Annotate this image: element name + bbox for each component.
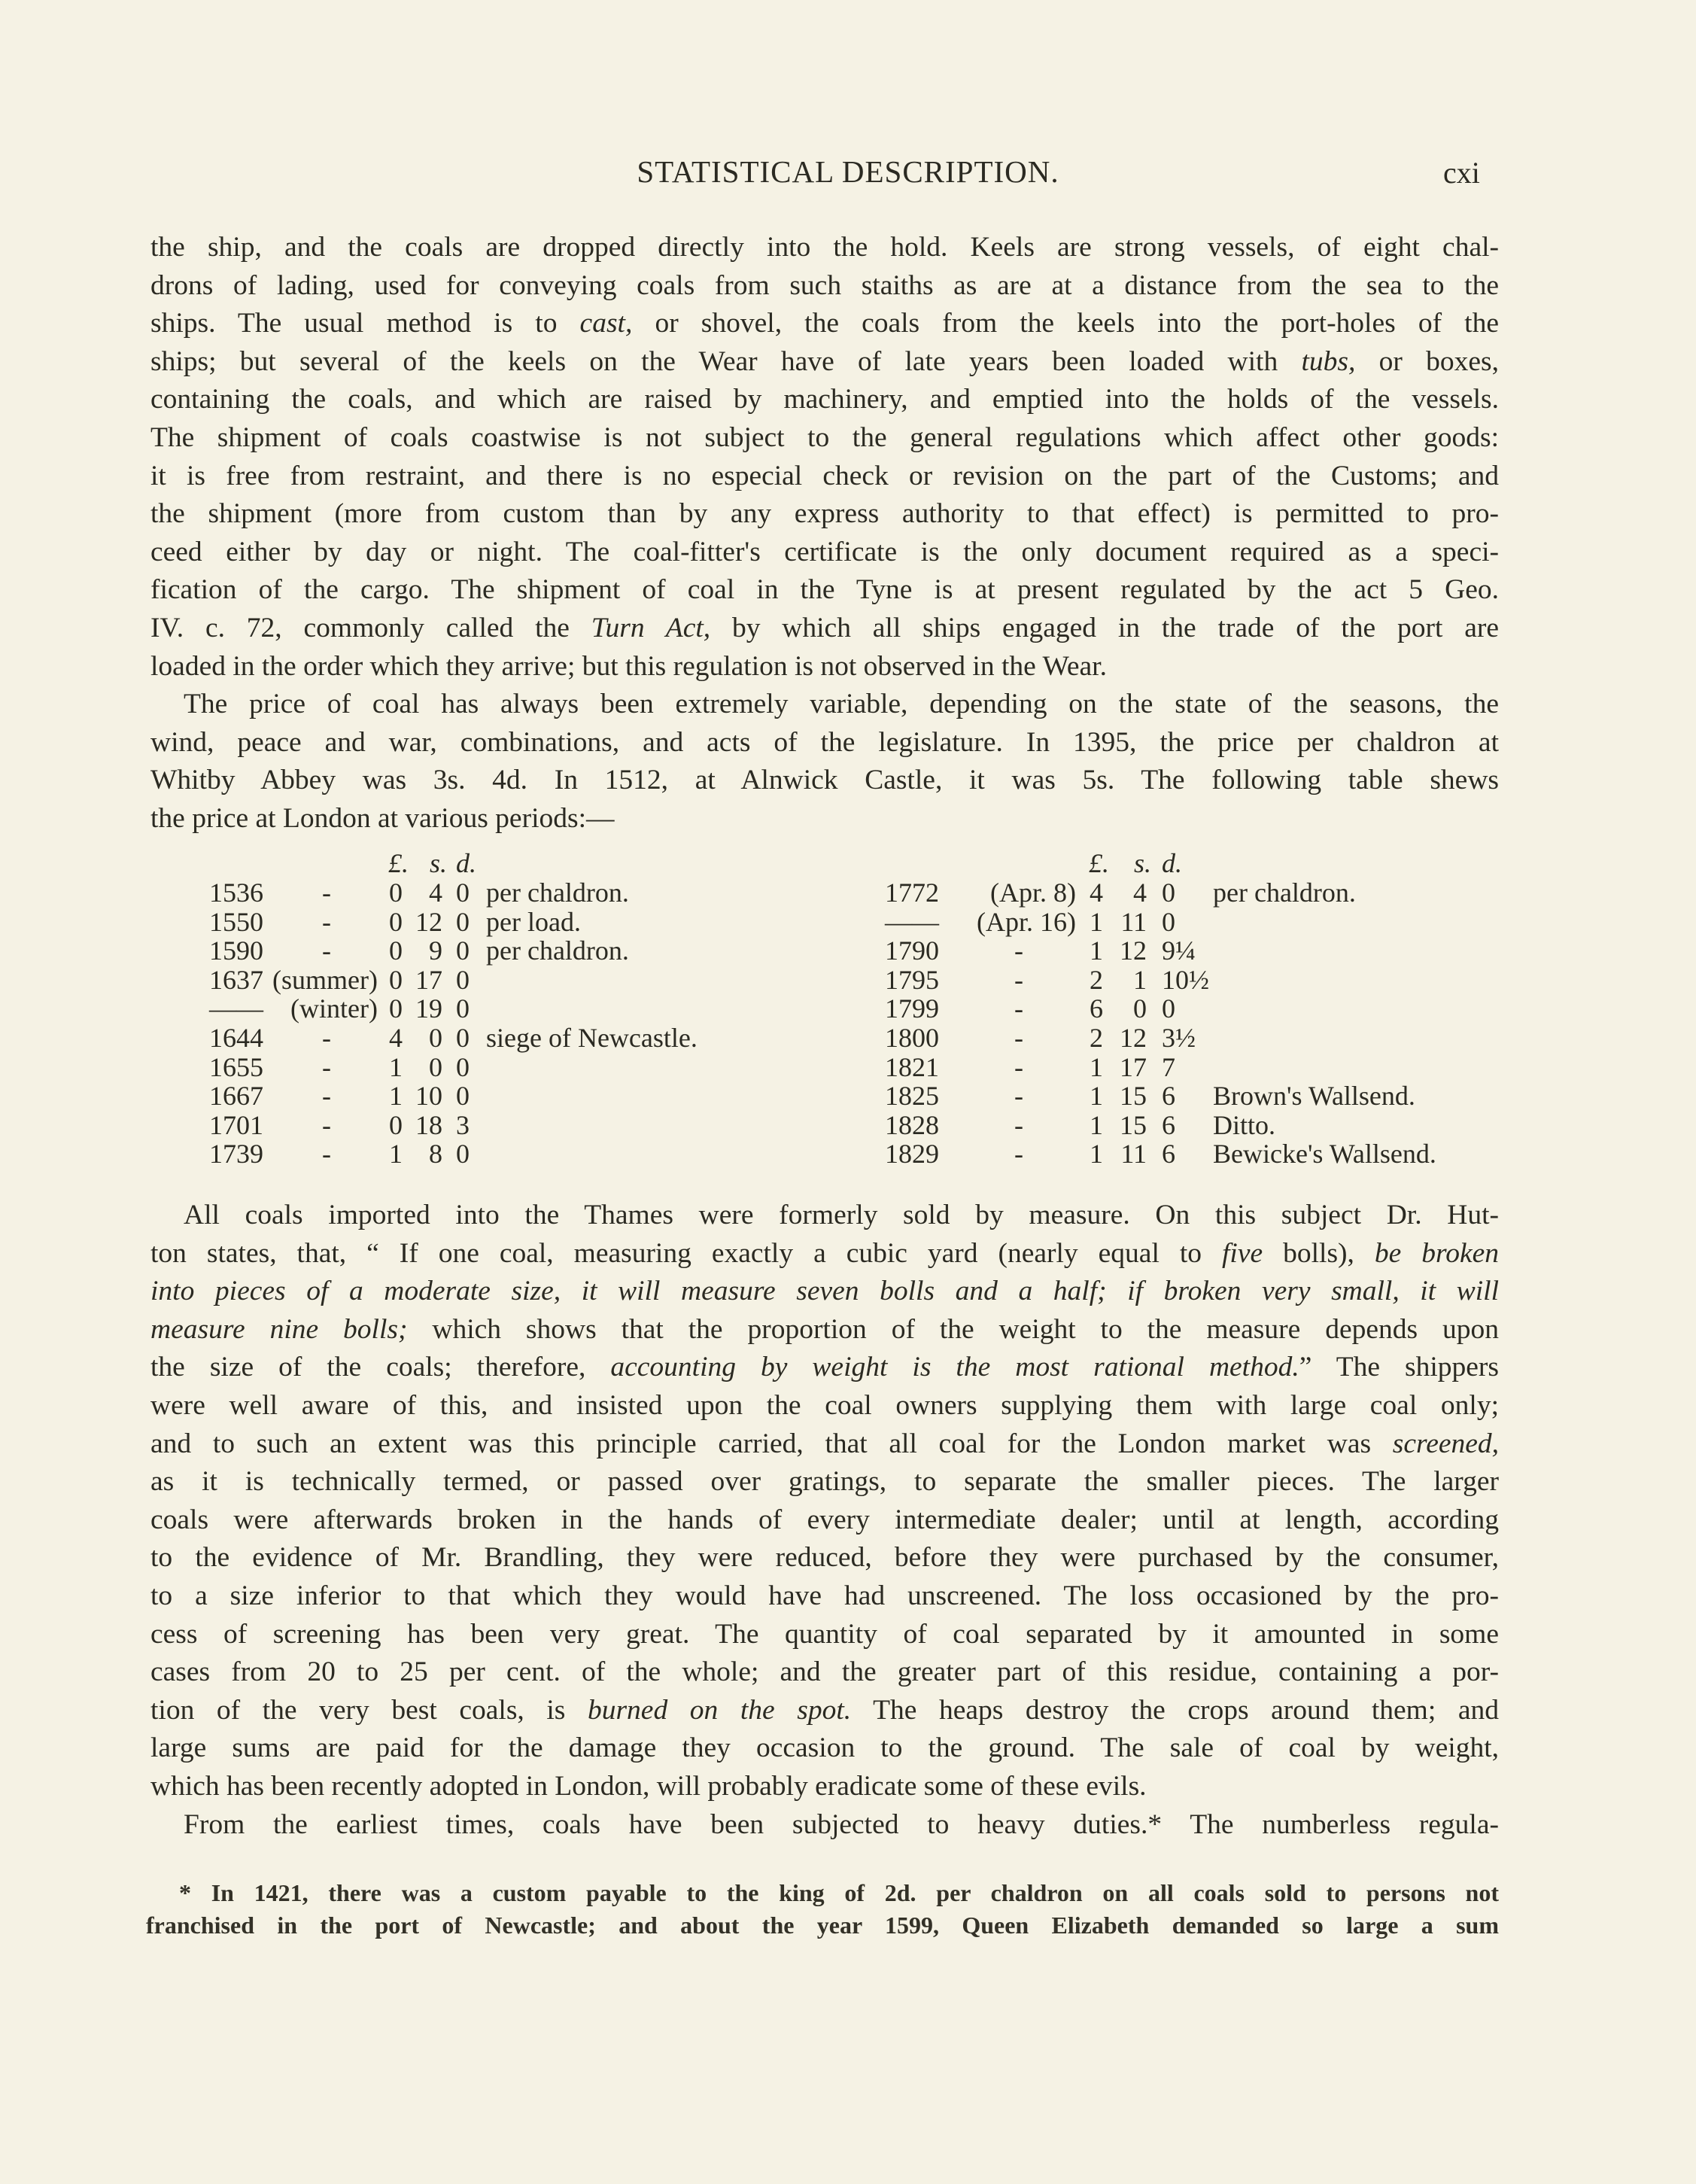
pence-cell: 0 [456,906,470,937]
ditto-dash: - [1014,1051,1023,1082]
italic-text-run: tubs, [1301,345,1356,377]
pounds-column-header: £. [388,848,409,878]
text-line [150,343,1499,382]
pence-column-header: d. [456,848,476,878]
year-cell: 1667 [209,1081,263,1112]
text-run: All coals imported into the Thames were formerly sold by measure. On this subject Dr. Hut- [184,1200,1499,1230]
text-run: * In 1421, there was a custom payable to the king of 2d. per chaldron on all coals sold to persons not [179,1879,1499,1906]
text-run: or boxes, [1355,345,1499,377]
shillings-cell: 9 [429,935,442,966]
note-cell: per load. [486,906,581,937]
text-line [150,534,1499,572]
ditto-dash: - [322,878,331,908]
text-line [150,1653,1499,1692]
italic-text-run: be broken [1374,1237,1499,1269]
paragraph [150,229,1499,686]
text-line [150,1577,1499,1616]
pounds-cell: 0 [389,964,403,995]
ditto-dash: - [322,1023,331,1053]
pounds-cell: 1 [389,1139,403,1170]
text-run: The heaps destroy the crops around them; and [851,1694,1499,1726]
pounds-column-header: £. [1089,848,1109,878]
text-line [146,1877,1499,1909]
shillings-cell: 12 [415,906,442,937]
shillings-cell: 4 [1133,878,1147,908]
shillings-cell: 11 [1120,1139,1147,1170]
pounds-cell: 1 [389,1081,403,1112]
year-cell: 1790 [885,935,939,966]
pounds-cell: 4 [389,1023,403,1053]
year-cell: 1701 [209,1109,263,1140]
year-cell: 1772 [885,878,939,908]
pence-cell: 0 [1162,906,1175,937]
text-run: were well aware of this, and insisted upon the coal owners supplying them with large coal only; [150,1389,1499,1421]
text-run: by which all ships engaged in the trade of the port are [710,612,1499,643]
text-run: Whitby Abbey was 3s. 4d. In 1512, at Alnwick Castle, it was 5s. The following table shews [150,765,1499,796]
year-cell: 1800 [885,1023,939,1053]
text-line [150,1616,1499,1654]
text-line [150,1197,1499,1235]
pounds-cell: 1 [1090,906,1103,937]
text-run: ton states, that, “ If one coal, measuring exactly a cubic yard (nearly equal to [150,1237,1222,1269]
pence-cell: 0 [1162,878,1175,908]
text-line [150,229,1499,267]
paragraph [150,686,1499,838]
text-line [150,267,1499,306]
text-line [150,1539,1499,1577]
text-run: the size of the coals; therefore, [150,1352,611,1383]
note-cell: Bewicke's Wallsend. [1213,1139,1436,1170]
text-line [146,1909,1499,1942]
text-run: franchised in the port of Newcastle; and about the year 1599, Queen Elizabeth demanded so large a sum [146,1912,1499,1939]
body-text-top [150,229,1499,838]
pence-column-header: d. [1162,848,1182,878]
pence-cell: 0 [456,935,470,966]
text-line [150,724,1499,762]
pence-cell: 10½ [1162,964,1209,995]
period-cell: (winter) [290,993,378,1024]
italic-text-run: burned on the spot. [587,1694,852,1726]
ditto-dash: - [322,1109,331,1140]
text-run: wind, peace and war, combinations, and acts of the legislature. In 1395, the price per chaldron at [150,726,1499,758]
text-line [150,1349,1499,1387]
year-cell: 1536 [209,878,263,908]
pounds-cell: 1 [1090,1081,1103,1112]
pence-cell: 0 [1162,993,1175,1024]
text-run: to a size inferior to that which they would have had unscreened. The loss occasioned by the pro- [150,1580,1499,1611]
text-line [150,495,1499,534]
year-cell: —— [885,906,939,937]
text-run: which has been recently adopted in London, will probably eradicate some of these evils. [150,1770,1147,1802]
pence-cell: 0 [456,1023,470,1053]
pence-cell: 9¼ [1162,935,1196,966]
text-run: cess of screening has been very great. The quantity of coal separated by it amounted in some [150,1618,1499,1650]
text-line [150,1501,1499,1540]
shillings-cell: 19 [415,993,442,1024]
text-run: the price at London at various periods:— [150,802,615,834]
text-run: tion of the very best coals, is [150,1694,588,1726]
text-line [150,1729,1499,1768]
year-cell: 1829 [885,1139,939,1170]
pence-cell: 6 [1162,1139,1175,1170]
shillings-cell: 17 [1120,1051,1147,1082]
ditto-dash: - [1014,1023,1023,1053]
text-line [150,419,1499,458]
pence-cell: 6 [1162,1081,1175,1112]
pounds-cell: 4 [1090,878,1103,908]
italic-text-run: measure nine bolls; [150,1313,408,1345]
pence-cell: 0 [456,1139,470,1170]
ditto-dash: - [1014,964,1023,995]
text-run: loaded in the order which they arrive; but this regulation is not observed in the Wear. [150,650,1107,682]
text-line [150,458,1499,496]
shillings-cell: 0 [1133,993,1147,1024]
shillings-cell: 1 [1133,964,1147,995]
pounds-cell: 0 [389,1109,403,1140]
year-cell: 1550 [209,906,263,937]
ditto-dash: - [322,1139,331,1170]
text-run: IV. c. 72, commonly called the [150,612,591,643]
text-line [150,762,1499,800]
italic-text-run: accounting by weight is the most rational method. [610,1352,1299,1383]
text-line [150,571,1499,610]
text-run: ceed either by day or night. The coal-fitter's certificate is the only document required as a speci- [150,536,1499,567]
text-run: as it is technically termed, or passed over gratings, to separate the smaller pieces. The larger [150,1466,1499,1498]
text-run: The shipment of coals coastwise is not subject to the general regulations which affect other goods: [150,421,1499,453]
shillings-cell: 0 [429,1023,442,1053]
text-line [150,1692,1499,1730]
note-cell: per chaldron. [1213,878,1356,908]
pounds-cell: 0 [389,878,403,908]
shillings-cell: 4 [429,878,442,908]
pence-cell: 3½ [1162,1023,1196,1053]
year-cell: 1644 [209,1023,263,1053]
ditto-dash: - [1014,993,1023,1024]
text-line [150,1311,1499,1349]
period-cell: (Apr. 16) [977,906,1076,937]
text-line [150,1806,1499,1845]
pence-cell: 0 [456,993,470,1024]
text-run: cases from 20 to 25 per cent. of the whole; and the greater part of this residue, containing a por- [150,1656,1499,1688]
text-line [150,1463,1499,1501]
text-run: ” The shippers [1299,1352,1500,1383]
shillings-cell: 8 [429,1139,442,1170]
pounds-cell: 1 [1090,1109,1103,1140]
pounds-cell: 1 [1090,1051,1103,1082]
paragraph [150,1197,1499,1806]
text-run: coals were afterwards broken in the hands of every intermediate dealer; until at length, according [150,1504,1499,1535]
text-line [150,800,1499,838]
text-line [150,1235,1499,1273]
text-line [150,610,1499,648]
page-number: cxi [1443,156,1480,190]
text-run: ships. The usual method is to [150,308,580,339]
text-line [150,305,1499,343]
pence-cell: 6 [1162,1109,1175,1140]
pounds-cell: 2 [1090,964,1103,995]
pence-cell: 7 [1162,1051,1175,1082]
italic-text-run: Turn Act, [591,612,711,643]
pence-cell: 0 [456,1051,470,1082]
footnote [146,1877,1499,1942]
pence-cell: 0 [456,878,470,908]
ditto-dash: - [1014,1081,1023,1112]
text-line [150,381,1499,419]
year-cell: 1821 [885,1051,939,1082]
text-run: bolls), [1263,1237,1375,1269]
ditto-dash: - [1014,935,1023,966]
text-run: large sums are paid for the damage they occasion to the ground. The sale of coal by weight, [150,1732,1499,1764]
pounds-cell: 0 [389,906,403,937]
text-line [150,1768,1499,1806]
text-run: the shipment (more from custom than by any express authority to that effect) is permitted to pro- [150,498,1499,530]
ditto-dash: - [322,1081,331,1112]
italic-text-run: five [1221,1237,1263,1269]
ditto-dash: - [1014,1109,1023,1140]
pounds-cell: 1 [1090,935,1103,966]
year-cell: 1655 [209,1051,263,1082]
body-text-bottom [150,1197,1499,1844]
text-line [150,1387,1499,1425]
text-run: The price of coal has always been extremely variable, depending on the state of the seasons, the [184,689,1499,720]
year-cell: 1637 [209,964,263,995]
italic-text-run: screened, [1392,1428,1499,1459]
shillings-cell: 12 [1120,935,1147,966]
year-cell: 1828 [885,1109,939,1140]
pence-cell: 3 [456,1109,470,1140]
pence-cell: 0 [456,964,470,995]
period-cell: (Apr. 8) [990,878,1076,908]
pounds-cell: 1 [389,1051,403,1082]
text-line [150,1425,1499,1464]
year-cell: 1825 [885,1081,939,1112]
text-line [150,686,1499,724]
shillings-cell: 17 [415,964,442,995]
year-cell: 1590 [209,935,263,966]
pounds-cell: 0 [389,935,403,966]
text-run: and to such an extent was this principle carried, that all coal for the London market was [150,1428,1393,1459]
year-cell: 1799 [885,993,939,1024]
shillings-cell: 12 [1120,1023,1147,1053]
italic-text-run: cast, [579,308,633,339]
text-run: to the evidence of Mr. Brandling, they were reduced, before they were purchased by the consumer, [150,1542,1499,1574]
text-run: drons of lading, used for conveying coals from such staiths as are at a distance from the sea to the [150,269,1499,301]
pounds-cell: 1 [1090,1139,1103,1170]
shillings-cell: 18 [415,1109,442,1140]
pounds-cell: 2 [1090,1023,1103,1053]
text-run: or shovel, the coals from the keels into the port-holes of the [632,308,1499,339]
note-cell: per chaldron. [486,878,629,908]
shillings-cell: 11 [1120,906,1147,937]
text-run: fication of the cargo. The shipment of coal in the Tyne is at present regulated by the act 5 Geo. [150,574,1499,606]
text-run: From the earliest times, coals have been subjected to heavy duties.* The numberless regula- [184,1808,1499,1840]
ditto-dash: - [322,935,331,966]
pounds-cell: 6 [1090,993,1103,1024]
year-cell: 1739 [209,1139,263,1170]
text-run: which shows that the proportion of the weight to the measure depends upon [407,1313,1499,1345]
year-cell: —— [209,993,263,1024]
text-run: ships; but several of the keels on the Wear have of late years been loaded with [150,345,1302,377]
text-run: the ship, and the coals are dropped directly into the hold. Keels are strong vessels, of eight chal- [150,232,1499,263]
text-run: containing the coals, and which are raised by machinery, and emptied into the holds of the vessels. [150,384,1499,415]
pounds-cell: 0 [389,993,403,1024]
shillings-cell: 15 [1120,1109,1147,1140]
shillings-cell: 0 [429,1051,442,1082]
note-cell: siege of Newcastle. [486,1023,698,1053]
paragraph [150,1806,1499,1845]
ditto-dash: - [322,1051,331,1082]
running-header: STATISTICAL DESCRIPTION. [637,154,1059,189]
text-line [150,1273,1499,1311]
pence-cell: 0 [456,1081,470,1112]
note-cell: per chaldron. [486,935,629,966]
text-line [150,648,1499,686]
text-run: it is free from restraint, and there is no especial check or revision on the part of the Customs; and [150,460,1499,491]
shillings-cell: 15 [1120,1081,1147,1112]
ditto-dash: - [1014,1139,1023,1170]
period-cell: (summer) [272,964,378,995]
note-cell: Brown's Wallsend. [1213,1081,1415,1112]
italic-text-run: into pieces of a moderate size, it will measure seven bolls and a half; if broken very small, it will [150,1276,1499,1307]
shillings-column-header: s. [429,848,447,878]
shillings-column-header: s. [1133,848,1151,878]
note-cell: Ditto. [1213,1109,1276,1140]
ditto-dash: - [322,906,331,937]
shillings-cell: 10 [415,1081,442,1112]
year-cell: 1795 [885,964,939,995]
